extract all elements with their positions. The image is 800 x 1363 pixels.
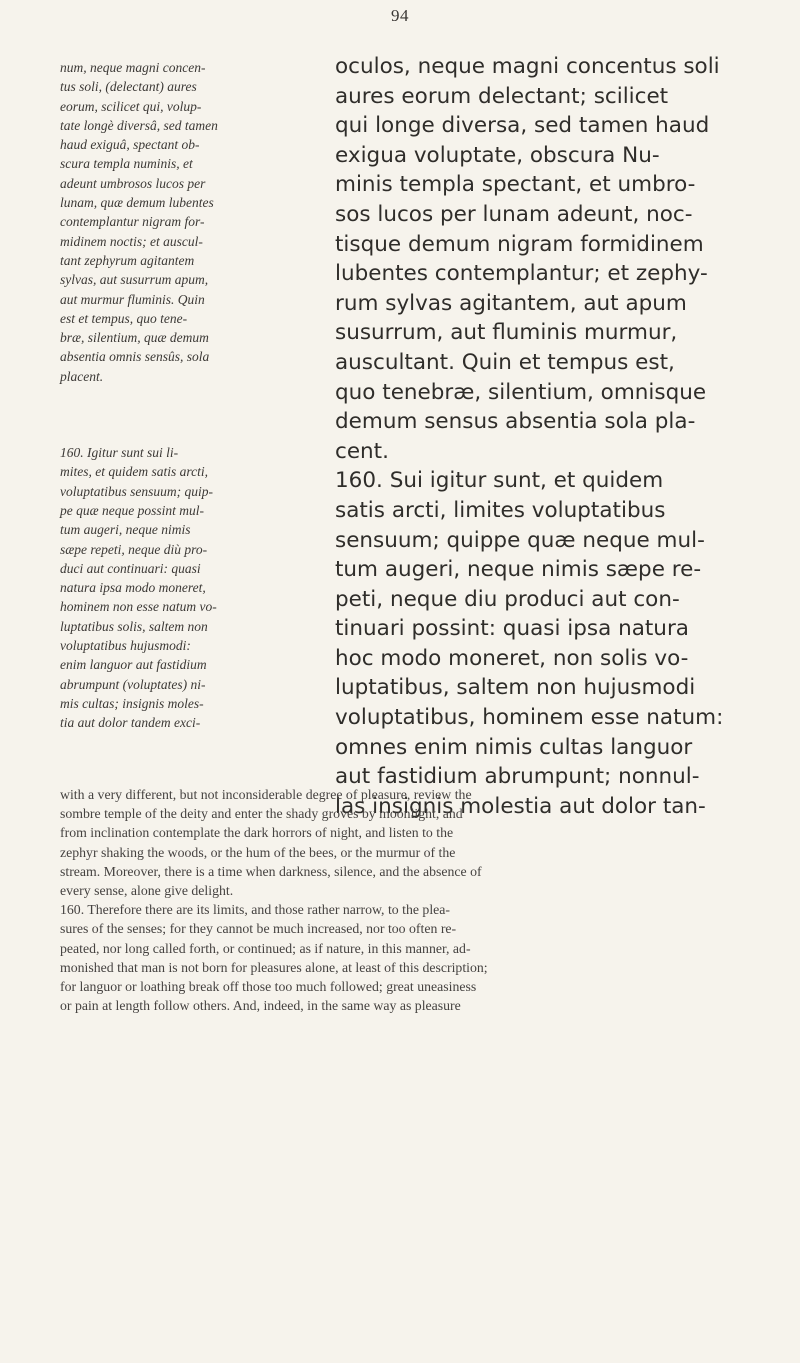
text-line: auscultant. Quin et tempus est, <box>335 349 675 375</box>
text-line: for languor or loathing break off those too much followed; great uneasiness <box>60 979 477 995</box>
text-line: cent. <box>335 438 389 464</box>
text-line: pe quæ neque possint mul- <box>60 502 204 518</box>
text-line: peti, neque diu produci aut con- <box>335 586 680 612</box>
text-line: tus soli, (delectant) aures <box>60 79 197 95</box>
text-line: omnes enim nimis cultas languor <box>335 734 693 760</box>
text-line: hominem non esse natum vo- <box>60 599 217 615</box>
text-line: las insignis molestia aut dolor tan- <box>335 793 706 819</box>
text-line: num, neque magni concen- <box>60 60 206 75</box>
text-line: voluptatibus hujusmodi: <box>60 638 191 654</box>
text-line: abrumpunt (voluptates) ni- <box>60 676 206 692</box>
right-paragraph-2 <box>335 466 760 821</box>
text-line: voluptatibus sensuum; quip- <box>60 483 213 499</box>
latin-main-column <box>335 52 760 821</box>
text-line: voluptatibus, hominem esse natum: <box>335 705 724 731</box>
text-line: oculos, neque magni concentus soli <box>335 54 720 79</box>
text-line: sombre temple of the deity and enter the shady groves by moonlight, and <box>60 806 463 822</box>
text-line: demum sensus absentia sola pla- <box>335 409 696 435</box>
text-line: luptatibus solis, saltem non <box>60 618 208 634</box>
text-line: sæpe repeti, neque diù pro- <box>60 541 208 557</box>
right-paragraph-1 <box>335 52 760 466</box>
text-line: rum sylvas agitantem, aut apum <box>335 290 687 316</box>
left-paragraph-1 <box>60 58 312 386</box>
footnote-paragraph-2 <box>60 900 775 1015</box>
text-line: tant zephyrum agitantem <box>60 252 195 268</box>
text-line: sos lucos per lunam adeunt, noc- <box>335 201 693 227</box>
text-line: sures of the senses; for they cannot be much increased, nor too often re- <box>60 921 457 937</box>
english-translation-footnote <box>60 785 775 1015</box>
text-line: placent. <box>60 368 104 384</box>
text-line: quo tenebræ, silentium, omnisque <box>335 379 707 405</box>
text-line: aures eorum delectant; scilicet <box>335 83 669 109</box>
text-line: bræ, silentium, quæ demum <box>60 330 209 346</box>
text-line: eorum, scilicet qui, volup- <box>60 98 202 114</box>
text-line: est et tempus, quo tene- <box>60 310 188 326</box>
latin-paraphrase-column <box>60 58 312 733</box>
text-line: mis cultas; insignis moles- <box>60 695 204 711</box>
text-line: qui longe diversa, sed tamen haud <box>335 113 710 139</box>
text-line: every sense, alone give delight. <box>60 883 234 899</box>
text-line: tisque demum nigram formidinem <box>335 231 704 257</box>
text-line: enim languor aut fastidium <box>60 657 207 673</box>
text-line: monished that man is not born for pleasures alone, at least of this description; <box>60 959 488 975</box>
left-paragraph-2 <box>60 443 312 732</box>
text-line: contemplantur nigram for- <box>60 214 205 230</box>
text-line: lunam, quæ demum lubentes <box>60 195 214 211</box>
text-line: adeunt umbrosos lucos per <box>60 175 206 191</box>
text-line: duci aut continuari: quasi <box>60 560 201 576</box>
text-line: luptatibus, saltem non hujusmodi <box>335 675 696 701</box>
footnote-paragraph-1 <box>60 785 775 900</box>
text-line: minis templa spectant, et umbro- <box>335 172 696 198</box>
text-line: tia aut dolor tandem exci- <box>60 715 201 731</box>
text-line: hoc modo moneret, non solis vo- <box>335 645 689 671</box>
text-line: mites, et quidem satis arcti, <box>60 464 208 480</box>
text-line: satis arcti, limites voluptatibus <box>335 497 666 523</box>
text-line: absentia omnis sensûs, sola <box>60 349 210 365</box>
text-line: zephyr shaking the woods, or the hum of the bees, or the murmur of the <box>60 844 456 860</box>
text-line: stream. Moreover, there is a time when darkness, silence, and the absence of <box>60 863 482 879</box>
text-line: 160. Igitur sunt sui li- <box>60 445 179 461</box>
text-line: from inclination contemplate the dark horrors of night, and listen to the <box>60 825 454 841</box>
text-line: peated, nor long called forth, or continued; as if nature, in this manner, ad- <box>60 940 471 956</box>
text-line: tate longè diversâ, sed tamen <box>60 117 218 133</box>
text-line: natura ipsa modo moneret, <box>60 580 206 596</box>
text-line: lubentes contemplantur; et zephy- <box>335 261 708 287</box>
page-number: 94 <box>391 6 409 25</box>
text-line: sensuum; quippe quæ neque mul- <box>335 527 705 553</box>
text-line: midinem noctis; et auscul- <box>60 233 203 249</box>
text-line: 160. Therefore there are its limits, and those rather narrow, to the plea- <box>60 902 450 918</box>
text-line: with a very different, but not inconsiderable degree of pleasure, review the <box>60 787 472 802</box>
text-line: tum augeri, neque nimis <box>60 522 191 538</box>
text-line: sylvas, aut susurrum apum, <box>60 272 209 288</box>
text-line: scura templa numinis, et <box>60 156 193 172</box>
text-line: haud exiguâ, spectant ob- <box>60 137 200 153</box>
text-line: aut murmur fluminis. Quin <box>60 291 205 307</box>
text-line: susurrum, aut fluminis murmur, <box>335 320 678 346</box>
text-line: aut fastidium abrumpunt; nonnul- <box>335 764 700 790</box>
text-line: tum augeri, neque nimis sæpe re- <box>335 557 702 583</box>
text-line: exigua voluptate, obscura Nu- <box>335 142 660 168</box>
text-line: tinuari possint: quasi ipsa natura <box>335 616 689 642</box>
text-line: or pain at length follow others. And, indeed, in the same way as pleasure <box>60 998 461 1014</box>
text-line: 160. Sui igitur sunt, et quidem <box>335 468 664 494</box>
